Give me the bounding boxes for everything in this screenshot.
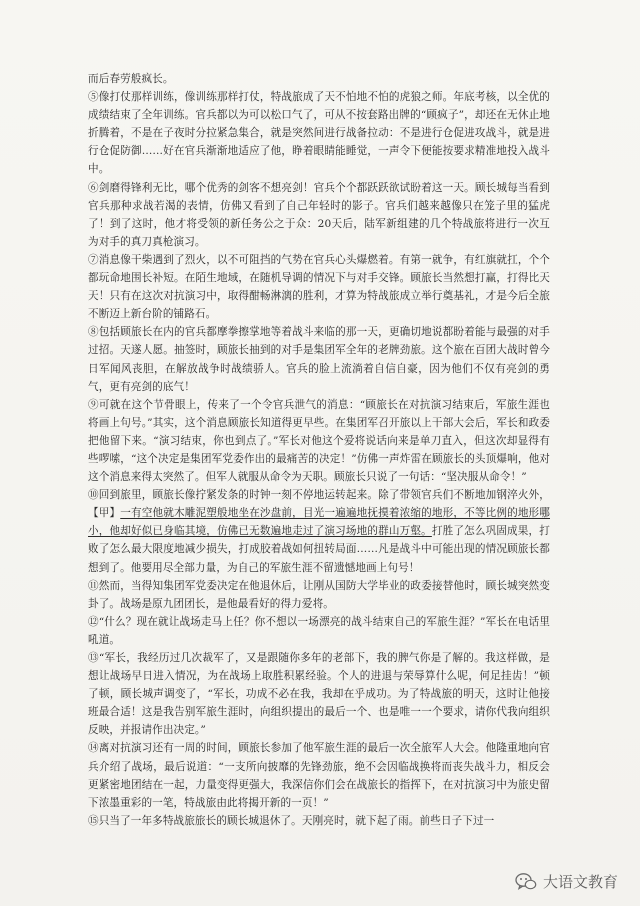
paragraph-7: ⑦消息像干柴遇到了烈火，以不可阻挡的气势在官兵心头爆燃着。有第一就争，有红旗就扛，个个都玩命地围长补短。在陌生地域，在随机导调的情况下与对手交锋。顾旅长当然想打赢，打得比天天！只有在这次对抗演习中，取得酣畅淋漓的胜利，才算为特战旅成立举行奠基礼，才是今后全旅不断迈上新台阶的铺路石。 (88, 253, 550, 321)
article-body (88, 70, 550, 830)
paragraph-15: ⑮只当了一年多特战旅旅长的顾长城退休了。天刚亮时，就下起了雨。前些日子下过一 (88, 814, 495, 827)
paragraph-12: ⑫“什么？现在就让战场走马上任？你不想以一场漂亮的战斗结束自己的军旅生涯？”军长在电话里吼道。 (88, 615, 550, 646)
paragraph-10: ⑩回到旅里，顾旅长像拧紧发条的时钟一刻不停地运转起来。除了带领官兵们不断地加钢淬火外，【甲】一有空他就木雕泥塑般地坐在沙盘前，目光一遍遍地抚摸着浓缩的地形，不等比例的地形哪小，他却好似已身临其境，仿佛已无数遍地走过了演习场地的群山万壑。打胜了怎么巩固成果，打败了怎么最大限度地减少损失，打成胶着战如何扭转局面……凡是战斗中可能出现的情况顾旅长都想到了。他要用尽全部力量，为自己的军旅生涯不留遗憾地画上句号！ (88, 489, 550, 574)
paragraph-13: ⑬“军长，我经历过几次裁军了，又是跟随你多年的老部下，我的脾气你是了解的。我这样做，是想让战场早日进入情况，为在战场上取胜积累经验。个人的进退与荣辱算什么呢，何足挂齿！”顿了顿，顾长城声调变了，“军长，功成不必在我，我却在乎成功。为了特战旅的明天，这时让他接班最合适！这是我告别军旅生涯时，向组织提出的最后一个、也是唯一一个要求，请你代我向组织反映，并报请作出决定。” (88, 652, 550, 737)
paragraph-5: ⑤像打仗那样训练，像训练那样打仗，特战旅成了天不怕地不怕的虎狼之师。年底考核，以全优的成绩结束了全年训练。官兵都以为可以松口气了，可从不按套路出牌的“顾疯子”，却还在无休止地折腾着，不是在子夜时分拉紧急集合，就是突然间进行战备拉动：不是进行仓促进攻战斗，就是进行仓促防御……好在官兵渐渐地适应了他，睁着眼睛能睡觉，一声令下便能按要求精准地投入战斗中。 (88, 91, 550, 176)
underlined-passage: 一有空他就木雕泥塑般地坐在沙盘前，目光一遍遍地抚摸着浓缩的地形，不等比例的地形哪小，他却好似已身临其境，仿佛已无数遍地走过了演习场地的群山万壑。 (88, 507, 550, 538)
paragraph-11: ⑪然而，当得知集团军党委决定在他退休后，让刚从国防大学毕业的政委接替他时，顾长城突然变卦了。战场是原九团团长，是他最看好的得力爱将。 (88, 579, 550, 610)
paragraph-14: ⑭离对抗演习还有一周的时间，顾旅长参加了他军旅生涯的最后一次全旅军人大会。他隆重地向官兵介绍了战场，最后说道：“一支所向披靡的先锋劲旅，绝不会因临战换将而丧失战斗力，相反会更紧密地团结在一起，力量变得更强大，我深信你们会在战旅长的指挥下，在对抗演习中为旅史留下浓墨重彩的一笔，特战旅由此将揭开新的一页！” (88, 742, 550, 809)
watermark (515, 871, 618, 892)
wechat-icon (515, 872, 537, 892)
watermark-text: 大语文教育 (542, 873, 618, 891)
paragraph-4-tail: 而后春劳般疯长。 (88, 73, 174, 85)
paragraph-9: ⑨可就在这个节骨眼上，传来了一个令官兵泄气的消息：“顾旅长在对抗演习结束后，军旅生涯也将画上句号。”其实，这个消息顾旅长知道得更早些。在集团军召开旅以上干部大会后，军长和政委把他留下来。“演习结束，你也到点了。”军长对他这个爱将说话向来是单刀直入，但这次却显得有些啰嗦，“这个决定是集团军党委作出的最痛苦的决定！”仿佛一声炸雷在顾旅长的头顶爆响，他对这个消息来得太突然了。但军人就服从命令为天职。顾旅长只说了一句话：“坚决服从命令！” (88, 398, 550, 484)
paragraph-8: ⑧包括顾旅长在内的官兵都摩拳擦掌地等着战斗来临的那一天，更确切地说都盼着能与最强的对手过招。天遂人愿。抽签时，顾旅长抽到的对手是集团军全年的老牌劲旅。这个旅在百团大战时曾今日军闻风丧胆，在解放战争时战绩骄人。官兵的脸上流淌着自信自豪，因为他们不仅有亮剑的勇气，更有亮剑的底气！ (88, 326, 550, 393)
paragraph-6: ⑥剑磨得锋利无比，哪个优秀的剑客不想亮剑！官兵个个都跃跃欲试盼着这一天。顾长城每当看到官兵那种求战若渴的表情，仿佛又看到了自己年轻时的影子。官兵们越来越像只在笼子里的猛虎了！到了这时，他才将受领的新任务公之于众：20天后，陆军新组建的几个特战旅将进行一次互为对手的真刀真枪演习。 (88, 181, 550, 248)
